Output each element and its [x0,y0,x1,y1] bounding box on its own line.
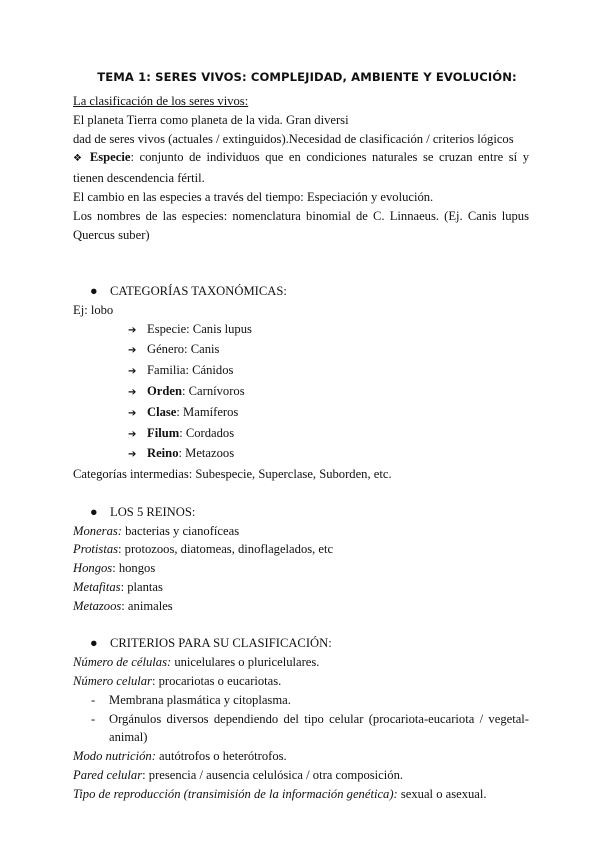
categorias-heading: ● CATEGORÍAS TAXONÓMICAS: [73,282,529,301]
intro-line-5: Los nombres de las especies: nomenclatura binomial de C. Linnaeus. (Ej. Canis lupus Quercus suber) [73,208,529,242]
arrow-right-icon: ➔ [128,386,137,398]
categorias-example: Ej: lobo [73,302,114,317]
list-item: ➔ Orden: Carnívoros [128,382,529,403]
reinos-heading: ● LOS 5 REINOS: [73,503,529,522]
criterio-pared: Pared celular: presencia / ausencia celulósica / otra composición. [73,767,404,782]
arrow-right-icon: ➔ [128,407,137,419]
list-item: Metafitas: plantas [73,579,163,594]
criterios-heading: ● CRITERIOS PARA SU CLASIFICACIÓN: [73,634,529,653]
list-item: - Orgánulos diversos dependiendo del tipo celular (procariota-eucariota / vegetal-animal) [91,711,529,745]
bullet-icon: ● [90,636,98,651]
document-content [73,68,529,803]
list-item: Protistas: protozoos, diatomeas, dinoflagelados, etc [73,542,334,557]
arrow-right-icon: ➔ [128,366,137,378]
list-item: Metazoos: animales [73,598,173,613]
intro-line-4: El cambio en las especies a través del tiempo: Especiación y evolución. [73,189,434,204]
list-item: ➔ Género: Canis [128,340,529,361]
especie-definition [73,148,529,188]
intro-line-1: El planeta Tierra como planeta de la vida. Gran diversi [73,112,349,127]
especie-term: Especie [89,150,131,165]
section-subtitle: La clasificación de los seres vivos: [73,94,249,108]
diamond-bullet-icon: ❖ [73,153,85,165]
criterio-celular: Número celular: procariotas o eucariotas. [73,673,282,688]
list-item: ➔ Especie: Canis lupus [128,320,529,341]
criterio-celulas: Número de células: unicelulares o pluricelulares. [73,655,320,670]
bullet-icon: ● [90,504,98,519]
list-item: Hongos: hongos [73,561,156,576]
list-item: ➔ Clase: Mamíferos [128,403,529,424]
arrow-right-icon: ➔ [128,449,137,461]
list-item: ➔ Filum: Cordados [128,424,529,445]
arrow-right-icon: ➔ [128,428,137,440]
intro-line-2: dad de seres vivos (actuales / extinguidos).Necesidad de clasificación / criterios lógicos [73,131,514,146]
list-item: ➔ Reino: Metazoos [128,444,529,465]
bullet-icon: ● [90,283,98,298]
criterio-nutricion: Modo nutrición: autótrofos o heterótrofos. [73,749,287,764]
arrow-right-icon: ➔ [128,324,137,336]
categorias-intermedias: Categorías intermedias: Subespecie, Superclase, Suborden, etc. [73,467,392,482]
taxonomy-list [73,320,529,466]
page-title: TEMA 1: SERES VIVOS: COMPLEJIDAD, AMBIENTE Y EVOLUCIÓN: [97,70,517,84]
especie-text: : conjunto de individuos que en condiciones naturales se cruzan entre sí y tienen descendencia fértil. [73,150,529,186]
criterio-reproduccion: Tipo de reproducción (transimisión de la información genética): sexual o asexual. [73,786,487,801]
list-item: ➔ Familia: Cánidos [128,361,529,382]
list-item: - Membrana plasmática y citoplasma. [91,692,291,707]
arrow-right-icon: ➔ [128,345,137,357]
list-item: Moneras: bacterias y cianofíceas [73,523,240,538]
